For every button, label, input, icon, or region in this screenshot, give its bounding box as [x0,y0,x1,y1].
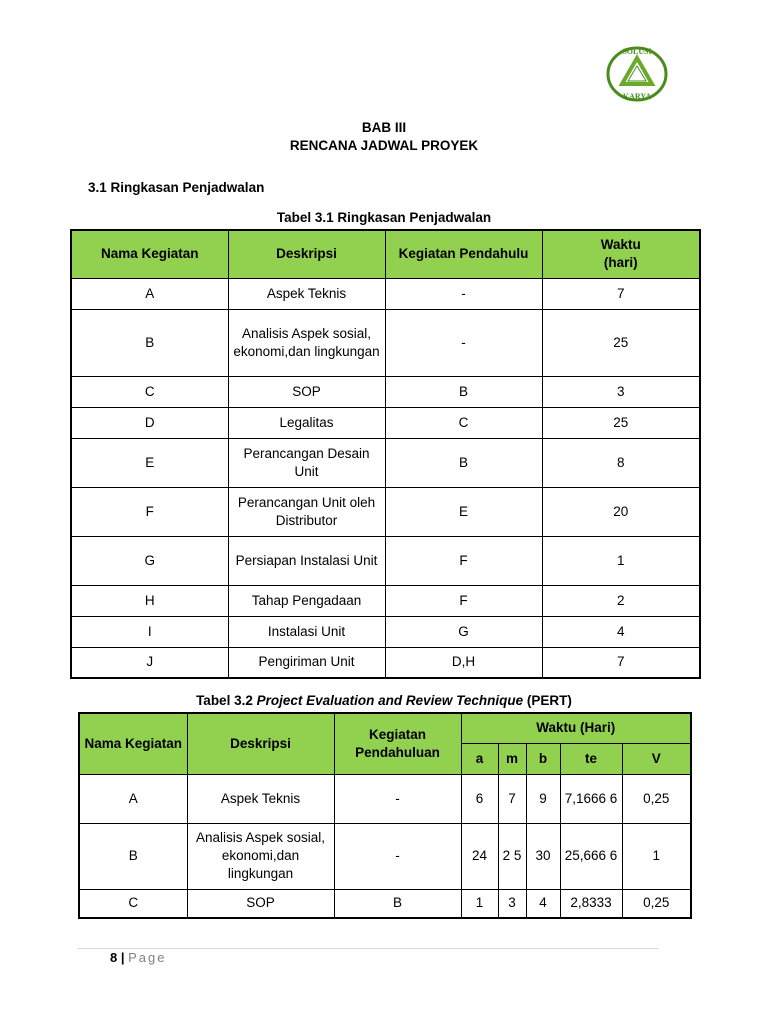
table-cell: 7 [542,647,700,678]
table-header-row [79,713,691,743]
table-cell: D [71,407,228,438]
table-cell: 4 [526,889,560,918]
table-cell: 25 [542,309,700,376]
chapter-heading: BAB III [361,120,407,135]
table-cell: Pengiriman Unit [228,647,385,678]
table-row [71,585,700,616]
col-header-pendahuluan: Kegiatan Pendahuluan [334,713,461,774]
table-cell: C [79,889,187,918]
table-row [71,438,700,487]
col-header-waktu: Waktu (hari) [542,230,700,278]
col-header-nama: Nama Kegiatan [79,713,187,774]
table-cell: 25,666 6 [560,823,622,889]
table2-caption-italic: Project Evaluation and Review Technique [256,693,524,708]
table-cell: G [385,616,542,647]
logo-bottom-text: KARYA [622,92,652,101]
table-row [71,536,700,585]
table-row [71,278,700,309]
table-cell: SOP [187,889,334,918]
table-cell: 1 [461,889,498,918]
table-cell: 6 [461,774,498,823]
table-cell: Tahap Pengadaan [228,585,385,616]
table-cell: - [334,823,461,889]
table-cell: F [385,536,542,585]
table-row [71,407,700,438]
table-cell: I [71,616,228,647]
col-header-te: te [560,743,622,774]
table-cell: 30 [526,823,560,889]
footer-divider [78,948,658,949]
table-row [79,889,691,918]
table-cell: Perancangan Desain Unit [228,438,385,487]
table-cell: E [385,487,542,536]
col-header-deskripsi: Deskripsi [228,230,385,278]
table-cell: F [71,487,228,536]
col-header-deskripsi: Deskripsi [187,713,334,774]
table-cell: C [385,407,542,438]
table-cell: H [71,585,228,616]
table-cell: J [71,647,228,678]
pert-table [78,712,692,919]
table-row [71,376,700,407]
table-cell: 1 [622,823,691,889]
page-number: 8 [110,950,118,965]
table-cell: - [385,278,542,309]
table-cell: 9 [526,774,560,823]
logo-top-text: SOLUSI [622,47,652,56]
table-cell: A [79,774,187,823]
page-title: RENCANA JADWAL PROYEK [289,138,479,153]
table-cell: 25 [542,407,700,438]
col-header-a: a [461,743,498,774]
table-cell: A [71,278,228,309]
table-cell: B [79,823,187,889]
table-cell: 2 5 [498,823,526,889]
col-header-waktu: Waktu (Hari) [461,713,691,743]
table-cell: Instalasi Unit [228,616,385,647]
table-cell: Perancangan Unit oleh Distributor [228,487,385,536]
table-cell: 7 [498,774,526,823]
table-cell: Persiapan Instalasi Unit [228,536,385,585]
table-cell: 4 [542,616,700,647]
table-cell: B [71,309,228,376]
schedule-summary-table [70,229,701,679]
table-cell: Aspek Teknis [187,774,334,823]
table-row [79,774,691,823]
table-cell: Aspek Teknis [228,278,385,309]
table-cell: Analisis Aspek sosial, ekonomi,dan lingkungan [187,823,334,889]
footer-separator: | [117,950,129,965]
table-cell: B [385,438,542,487]
col-header-v: V [622,743,691,774]
table-row [71,309,700,376]
table-cell: 1 [542,536,700,585]
table2-caption [0,693,768,708]
table-cell: 20 [542,487,700,536]
table2-caption-prefix: Tabel 3.2 [196,693,257,708]
table-cell: 8 [542,438,700,487]
table-row [71,616,700,647]
table-cell: 3 [542,376,700,407]
table-cell: C [71,376,228,407]
table-cell: B [385,376,542,407]
col-header-m: m [498,743,526,774]
table-cell: Analisis Aspek sosial, ekonomi,dan lingkungan [228,309,385,376]
table1-caption: Tabel 3.1 Ringkasan Penjadwalan [276,210,492,225]
col-header-pendahulu: Kegiatan Pendahulu [385,230,542,278]
section-title: 3.1 Ringkasan Penjadwalan [88,180,265,195]
table-cell: F [385,585,542,616]
table-cell: 3 [498,889,526,918]
table-cell: SOP [228,376,385,407]
table-cell: G [71,536,228,585]
table-cell: 24 [461,823,498,889]
table-row [71,647,700,678]
page-footer [110,950,166,965]
table-cell: - [334,774,461,823]
table-cell: Legalitas [228,407,385,438]
col-header-b: b [526,743,560,774]
table-cell: 0,25 [622,774,691,823]
table-cell: 7 [542,278,700,309]
table-cell: 7,1666 6 [560,774,622,823]
table-cell: - [385,309,542,376]
table2-caption-suffix: (PERT) [523,693,572,708]
table-row [71,487,700,536]
solusi-karya-logo [606,44,668,102]
table-cell: E [71,438,228,487]
page-label: Page [128,950,167,965]
table-cell: 2,8333 [560,889,622,918]
table-cell: D,H [385,647,542,678]
col-header-nama: Nama Kegiatan [71,230,228,278]
table-header-row [71,230,700,278]
table-cell: 2 [542,585,700,616]
table-cell: B [334,889,461,918]
table-row [79,823,691,889]
table-cell: 0,25 [622,889,691,918]
